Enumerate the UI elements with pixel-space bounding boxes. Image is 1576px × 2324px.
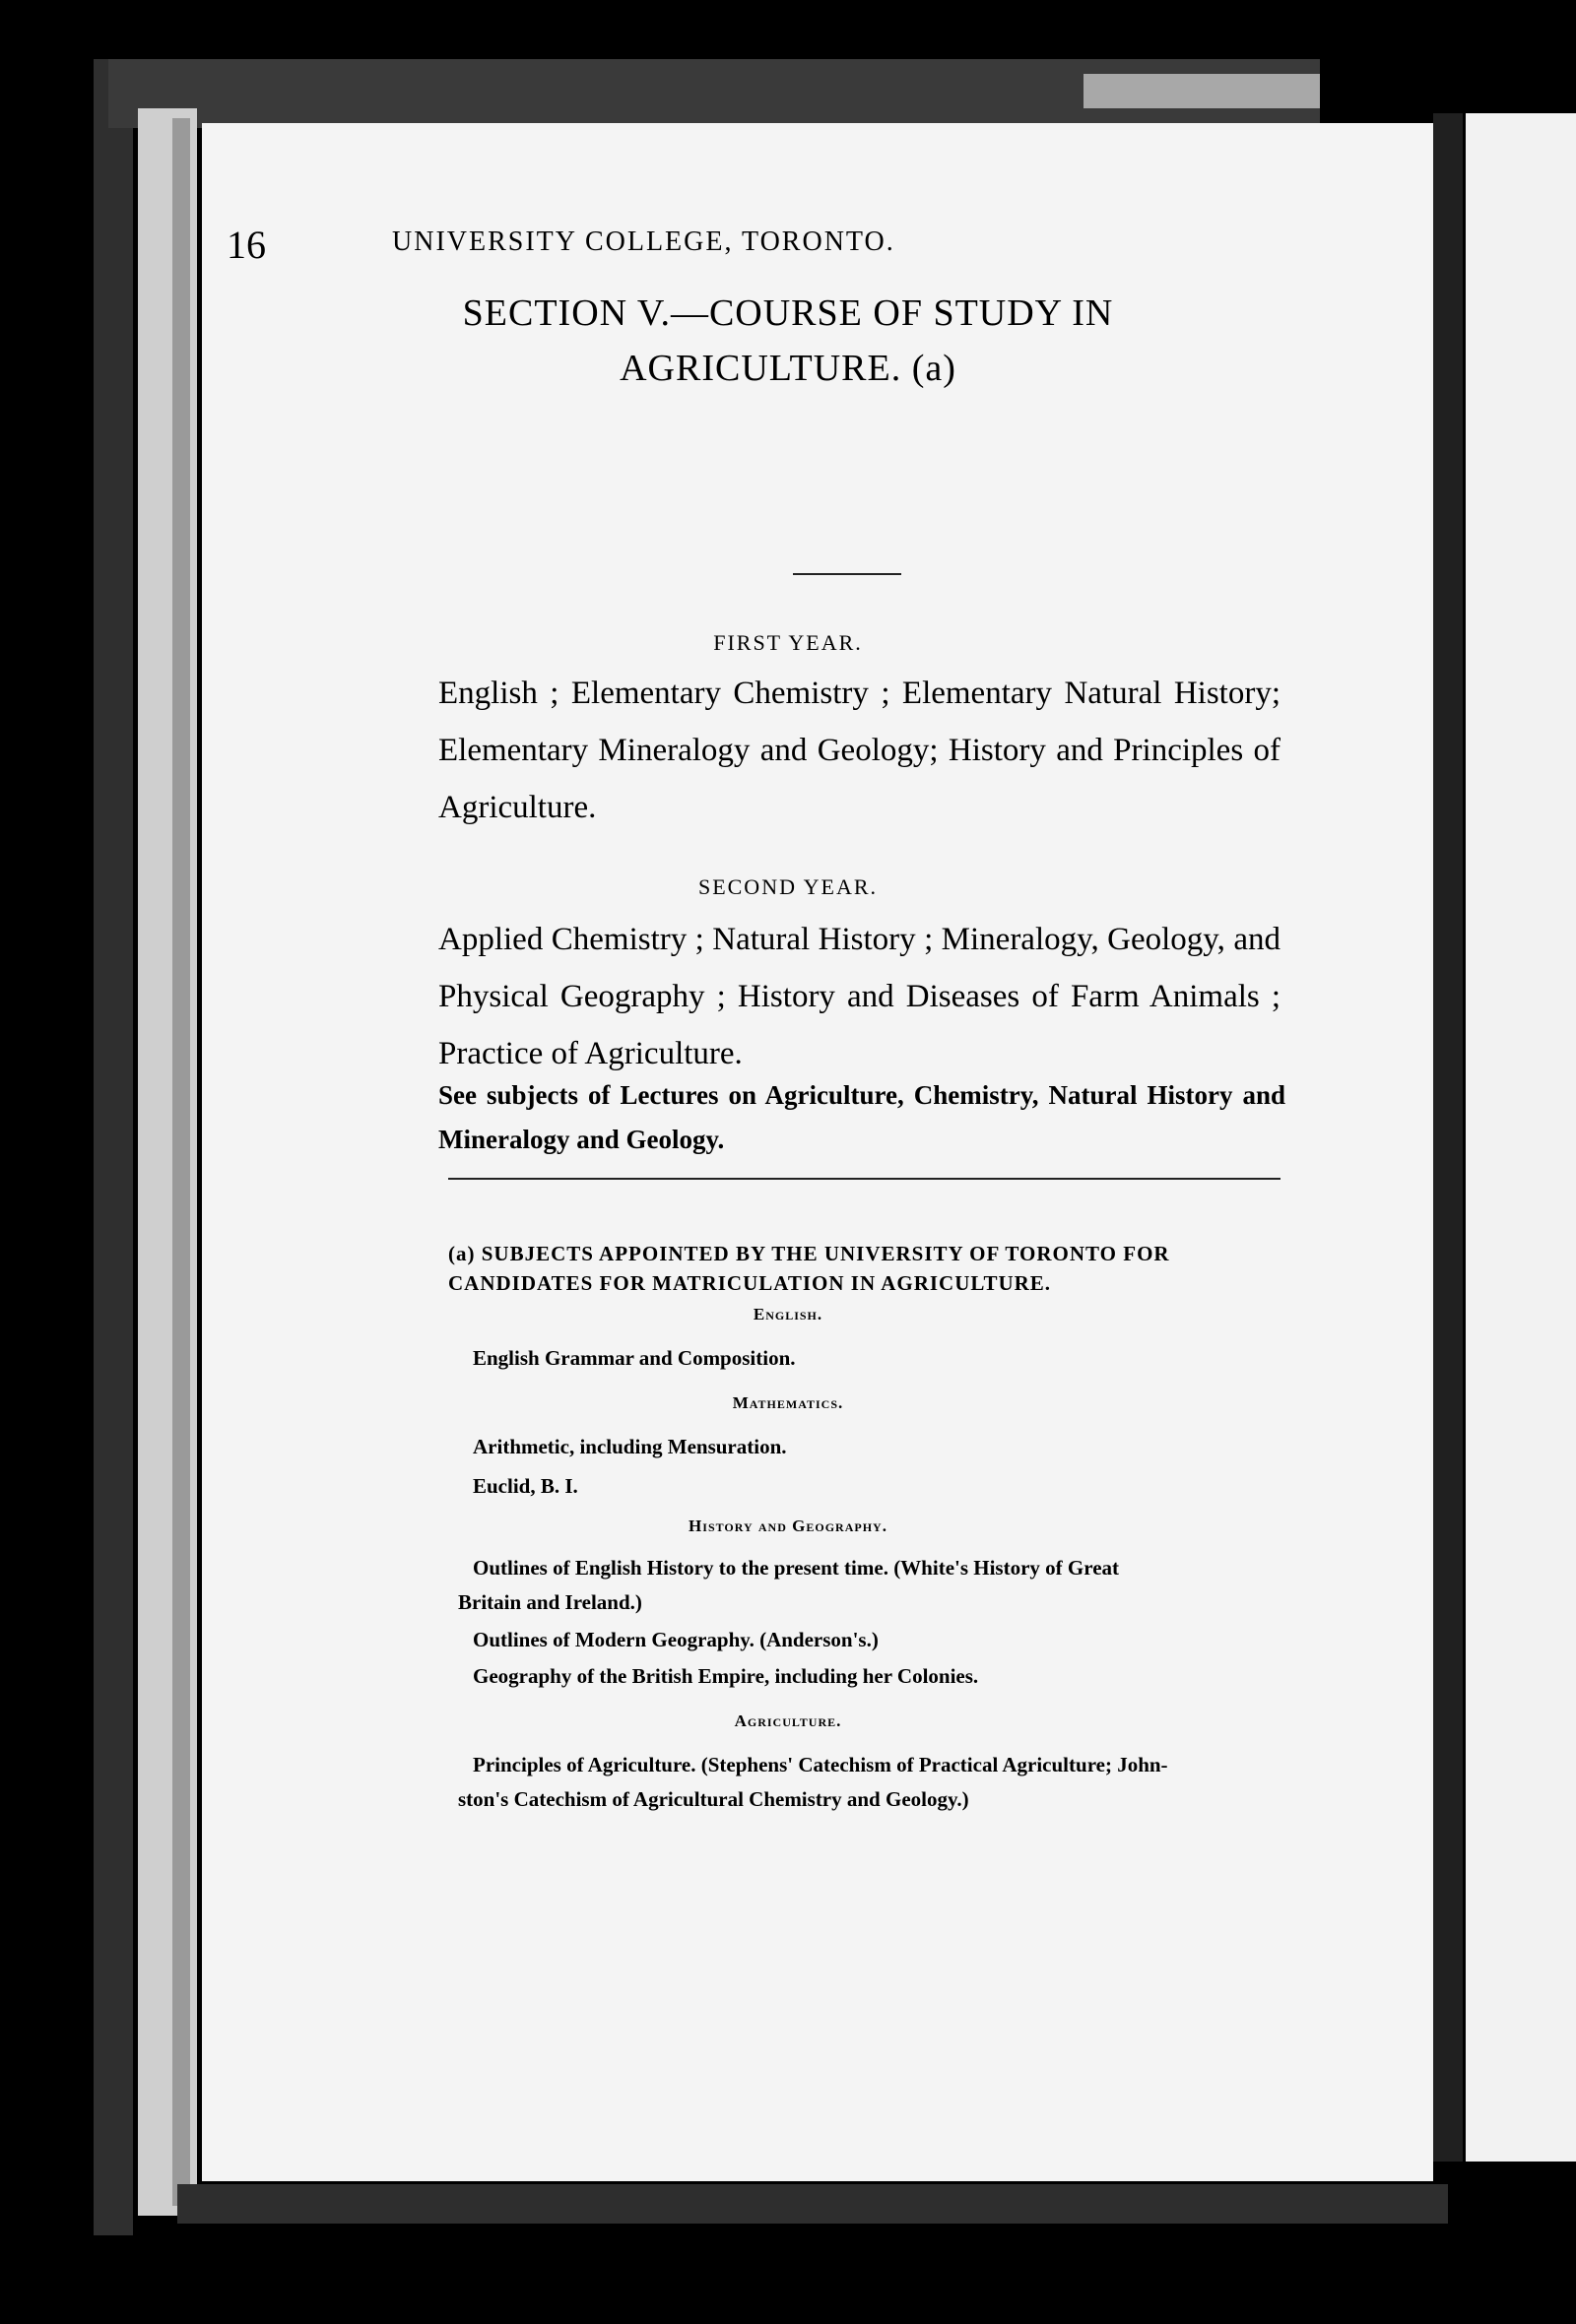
second-year-heading: SECOND YEAR. [697,874,879,899]
second-year-note: See subjects of Lectures on Agriculture, Chemistry, Natural History and Mineralogy and Geology. [438,1080,1285,1154]
book-edge-top-tab [1084,74,1320,108]
mathematics-heading: Mathematics. [732,1393,844,1412]
footnote-heading: (a) SUBJECTS APPOINTED BY THE UNIVERSITY OF TORONTO FOR CANDIDATES FOR MATRICULATION IN AGRICULTURE. [448,1242,1170,1295]
book-edge-left-shadow [172,118,190,2206]
first-year-text: English ; Elementary Chemistry ; Elementary Natural History; Elementary Mineralogy and Geology; History and Principles of Agriculture. [438,676,1280,825]
title-divider [793,573,901,575]
section-title-line1: SECTION V.—COURSE OF STUDY IN [462,292,1114,334]
section-title-line2: AGRICULTURE. (a) [620,348,956,389]
mathematics-item-2: Euclid, B. I. [473,1474,578,1498]
running-head [227,222,1310,271]
english-item-1: English Grammar and Composition. [473,1346,796,1370]
history-item-2: Outlines of Modern Geography. (Anderson's.) [473,1628,879,1651]
section-title [0,286,1576,396]
footnote-divider [448,1178,1280,1180]
running-title: UNIVERSITY COLLEGE, TORONTO. [392,226,895,257]
history-item-1-line-1: Outlines of English History to the present time. (White's History of Great [473,1556,1120,1580]
agriculture-item-1-line-2: ston's Catechism of Agricultural Chemistry and Geology.) [458,1787,969,1811]
history-item-3: Geography of the British Empire, including her Colonies. [473,1664,979,1688]
facing-page-strip [1466,113,1576,2162]
agriculture-heading: Agriculture. [734,1711,842,1730]
english-heading: English. [753,1305,823,1323]
page-number: 16 [227,223,266,267]
first-year-heading: FIRST YEAR. [713,630,863,655]
book-gutter-right [1433,113,1463,2162]
agriculture-item-1-line-1: Principles of Agriculture. (Stephens' Catechism of Practical Agriculture; John- [473,1753,1168,1776]
book-edge-bottom [177,2184,1448,2224]
mathematics-item-1: Arithmetic, including Mensuration. [473,1435,787,1458]
history-geography-heading: History and Geography. [689,1517,887,1535]
history-item-1-line-2: Britain and Ireland.) [458,1590,642,1614]
second-year-text: Applied Chemistry ; Natural History ; Mineralogy, Geology, and Physical Geography ; History and Diseases of Farm Animals ; Practice of Agriculture. [438,922,1280,1071]
